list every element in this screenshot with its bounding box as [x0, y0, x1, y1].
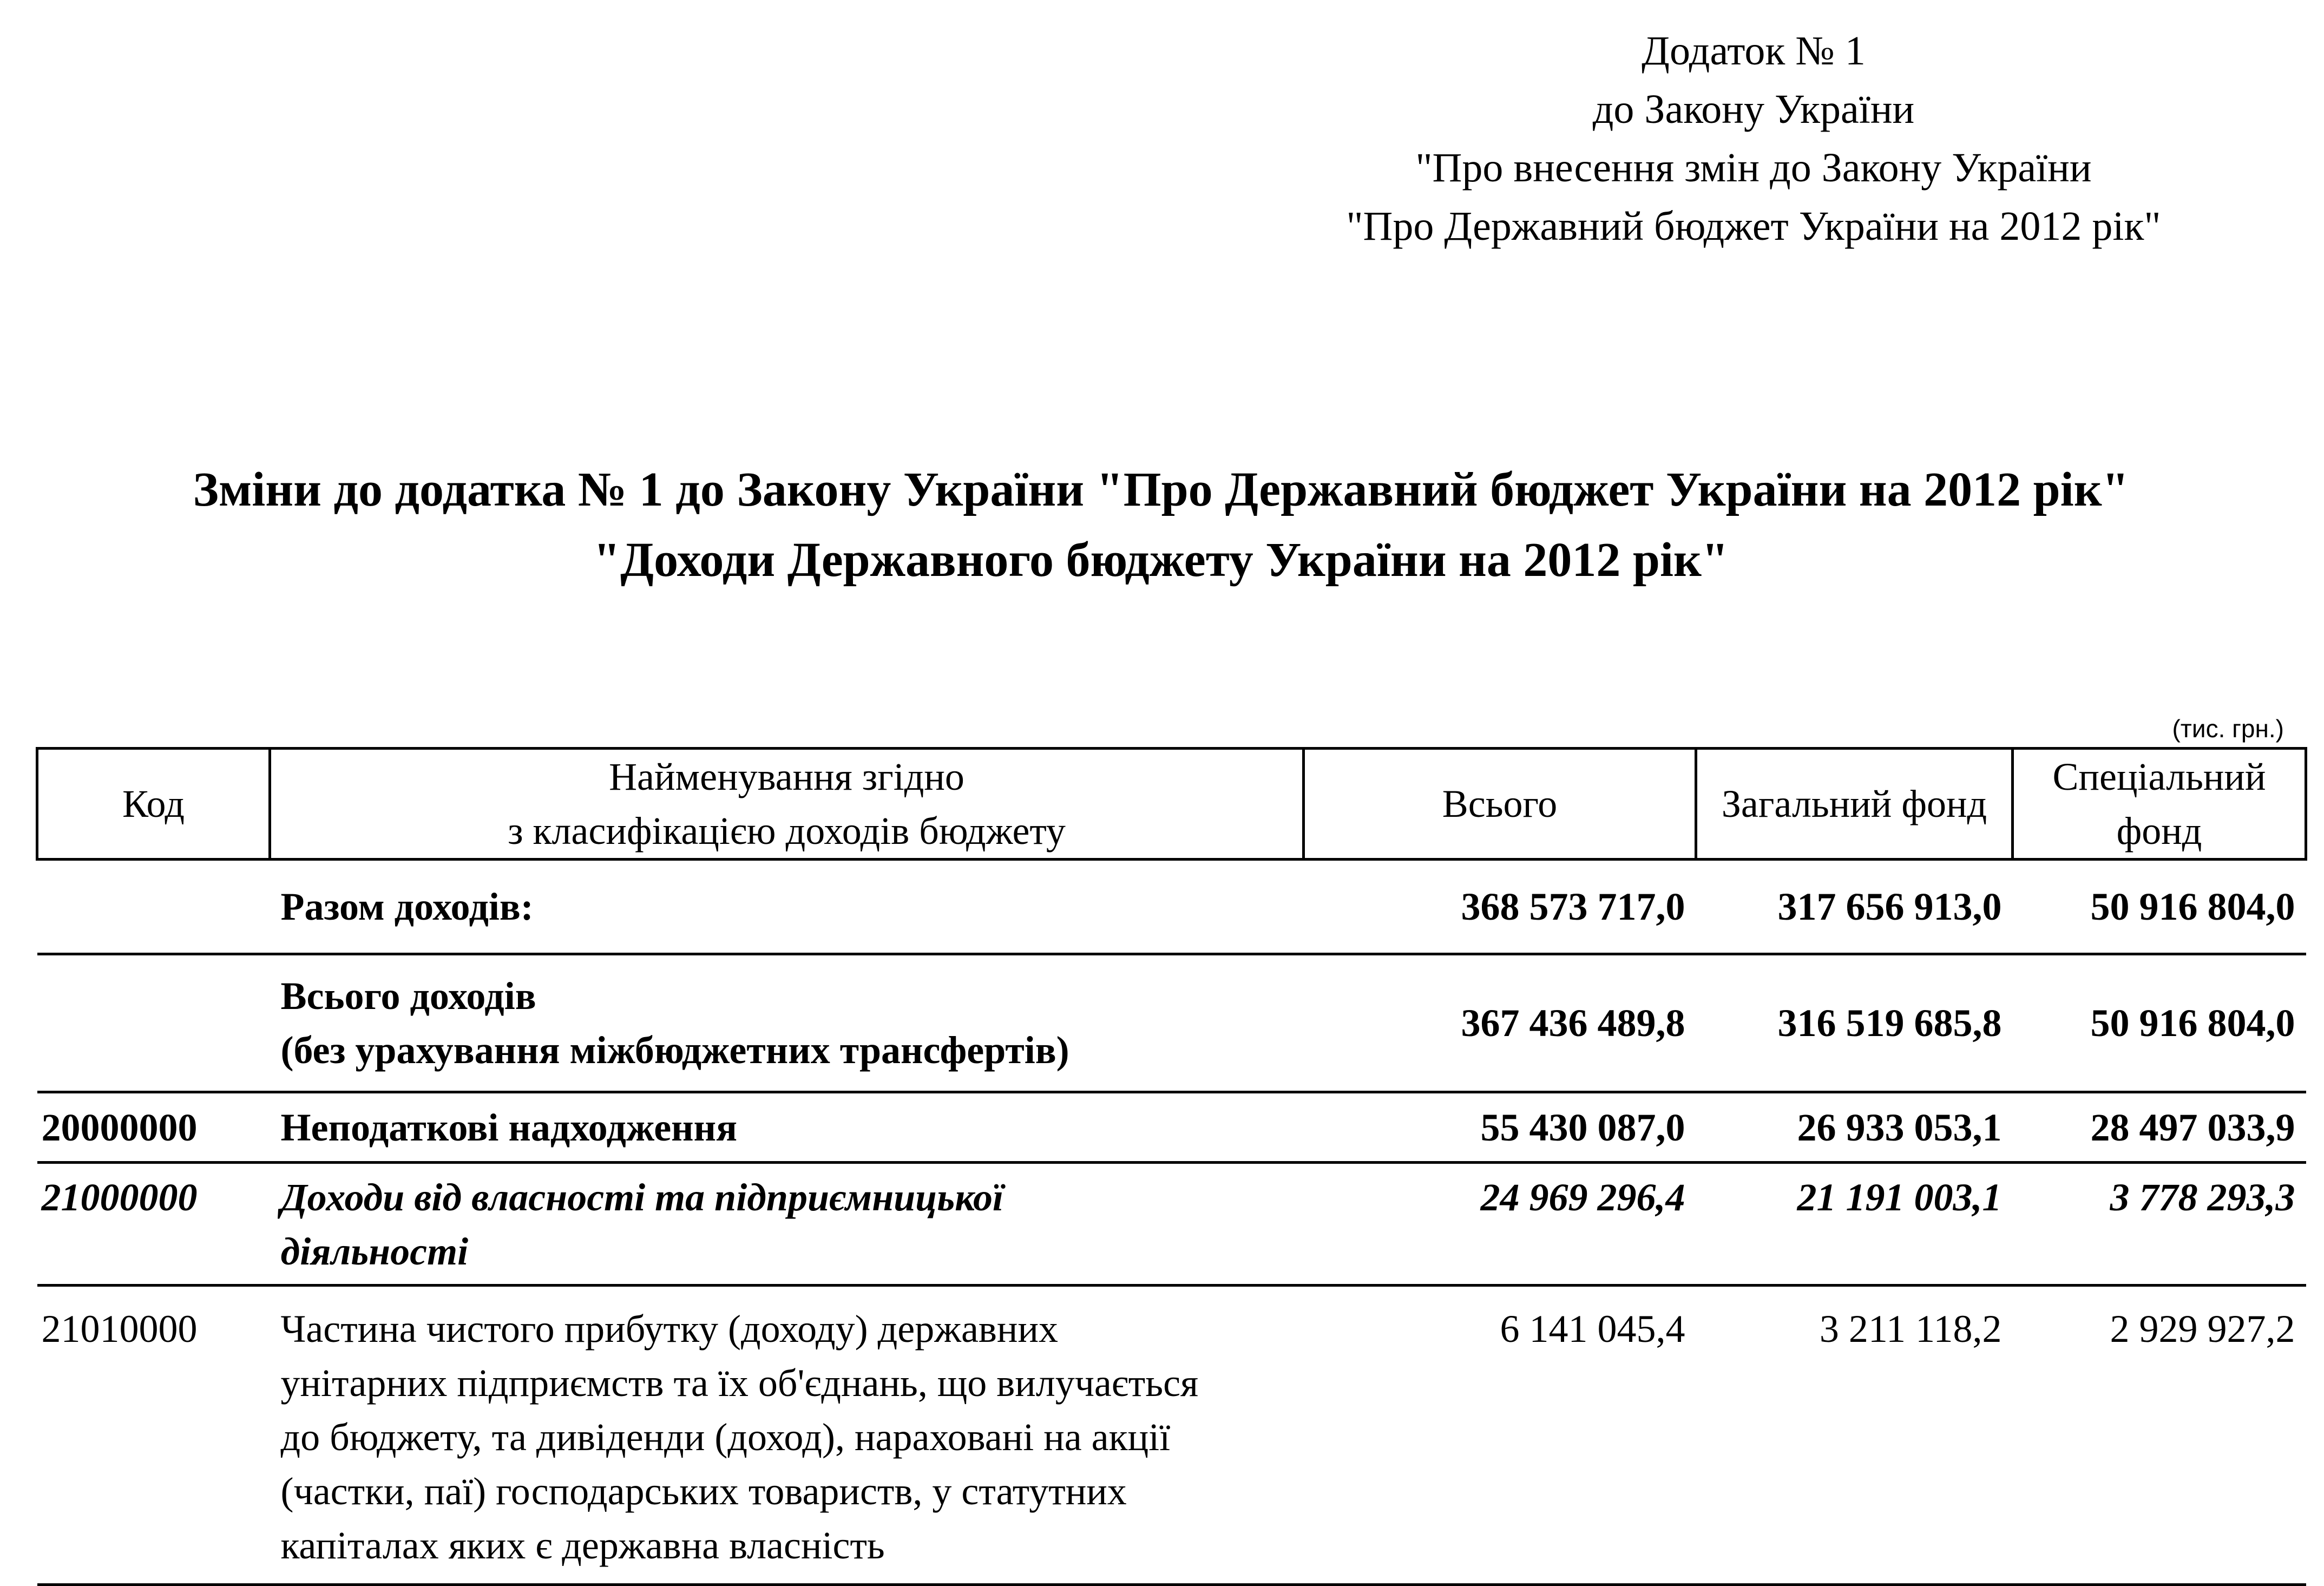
table-row [37, 1092, 2306, 1163]
row-general-fund: 317 656 913,0 [1696, 860, 2013, 954]
table-row [37, 954, 2306, 1092]
row-code [37, 860, 270, 954]
row-name [270, 954, 1304, 1092]
row-code: 20000000 [37, 1092, 270, 1163]
row-special-fund: 50 916 804,0 [2013, 954, 2306, 1092]
header-total: Всього [1304, 749, 1696, 860]
row-name-line: (без урахування міжбюджетних трансфертів) [280, 1028, 1069, 1072]
row-special-fund: 28 497 033,9 [2013, 1092, 2306, 1163]
row-name: Неподаткові надходження [270, 1092, 1304, 1163]
row-code [37, 954, 270, 1092]
row-general-fund: 3 211 118,2 [1696, 1286, 2013, 1585]
row-total: 6 141 045,4 [1304, 1286, 1696, 1585]
header-code: Код [37, 749, 270, 860]
header-special-fund [2013, 749, 2306, 860]
row-total: 55 430 087,0 [1304, 1092, 1696, 1163]
row-name-line: капіталах яких є державна власність [280, 1524, 885, 1567]
row-special-fund: 2 929 927,2 [2013, 1286, 2306, 1585]
row-total: 367 436 489,8 [1304, 954, 1696, 1092]
header-name [270, 749, 1304, 860]
title-line-2: "Доходи Державного бюджету України на 2012 рік" [593, 533, 1729, 587]
row-name-line: Всього доходів [280, 974, 536, 1018]
appendix-line: "Про внесення змін до Закону України [1415, 145, 2092, 191]
row-special-fund: 50 916 804,0 [2013, 860, 2306, 954]
appendix-line: до Закону України [1592, 87, 1915, 132]
row-name [270, 1286, 1304, 1585]
header-name-line: з класифікацією доходів бюджету [508, 809, 1066, 853]
header-special-line: Спеціальний [2052, 755, 2266, 798]
row-special-fund: 3 778 293,3 [2013, 1163, 2306, 1286]
row-name-line: до бюджету, та дивіденди (доход), нараховані на акції [280, 1415, 1171, 1459]
revenue-table [36, 747, 2307, 1586]
row-name [270, 1163, 1304, 1286]
row-general-fund: 26 933 053,1 [1696, 1092, 2013, 1163]
units-label: (тис. грн.) [2172, 715, 2284, 743]
row-total: 368 573 717,0 [1304, 860, 1696, 954]
appendix-line: Додаток № 1 [1642, 28, 1866, 74]
appendix-line: "Про Державний бюджет України на 2012 рік" [1346, 204, 2161, 249]
row-name-line: (частки, паї) господарських товариств, у статутних [280, 1470, 1127, 1513]
row-name-line: унітарних підприємств та їх об'єднань, що вилучається [280, 1361, 1199, 1405]
row-name-line: діяльності [280, 1230, 469, 1273]
row-general-fund: 21 191 003,1 [1696, 1163, 2013, 1286]
header-name-line: Найменування згідно [609, 755, 964, 798]
header-special-line: фонд [2116, 809, 2202, 853]
document-title [65, 455, 2257, 595]
table-row [37, 1163, 2306, 1286]
table-header-row [37, 749, 2306, 860]
row-name-line: Доходи від власності та підприємницької [280, 1176, 1003, 1219]
table-row [37, 860, 2306, 954]
row-code: 21010000 [37, 1286, 270, 1585]
appendix-reference [1245, 22, 2262, 255]
row-code: 21000000 [37, 1163, 270, 1286]
row-total: 24 969 296,4 [1304, 1163, 1696, 1286]
table-row [37, 1286, 2306, 1585]
row-name-line: Частина чистого прибутку (доходу) державних [280, 1307, 1058, 1351]
header-general-fund: Загальний фонд [1696, 749, 2013, 860]
row-name: Разом доходів: [270, 860, 1304, 954]
row-general-fund: 316 519 685,8 [1696, 954, 2013, 1092]
title-line-1: Зміни до додатка № 1 до Закону України "Про Державний бюджет України на 2012 рік" [193, 463, 2129, 516]
